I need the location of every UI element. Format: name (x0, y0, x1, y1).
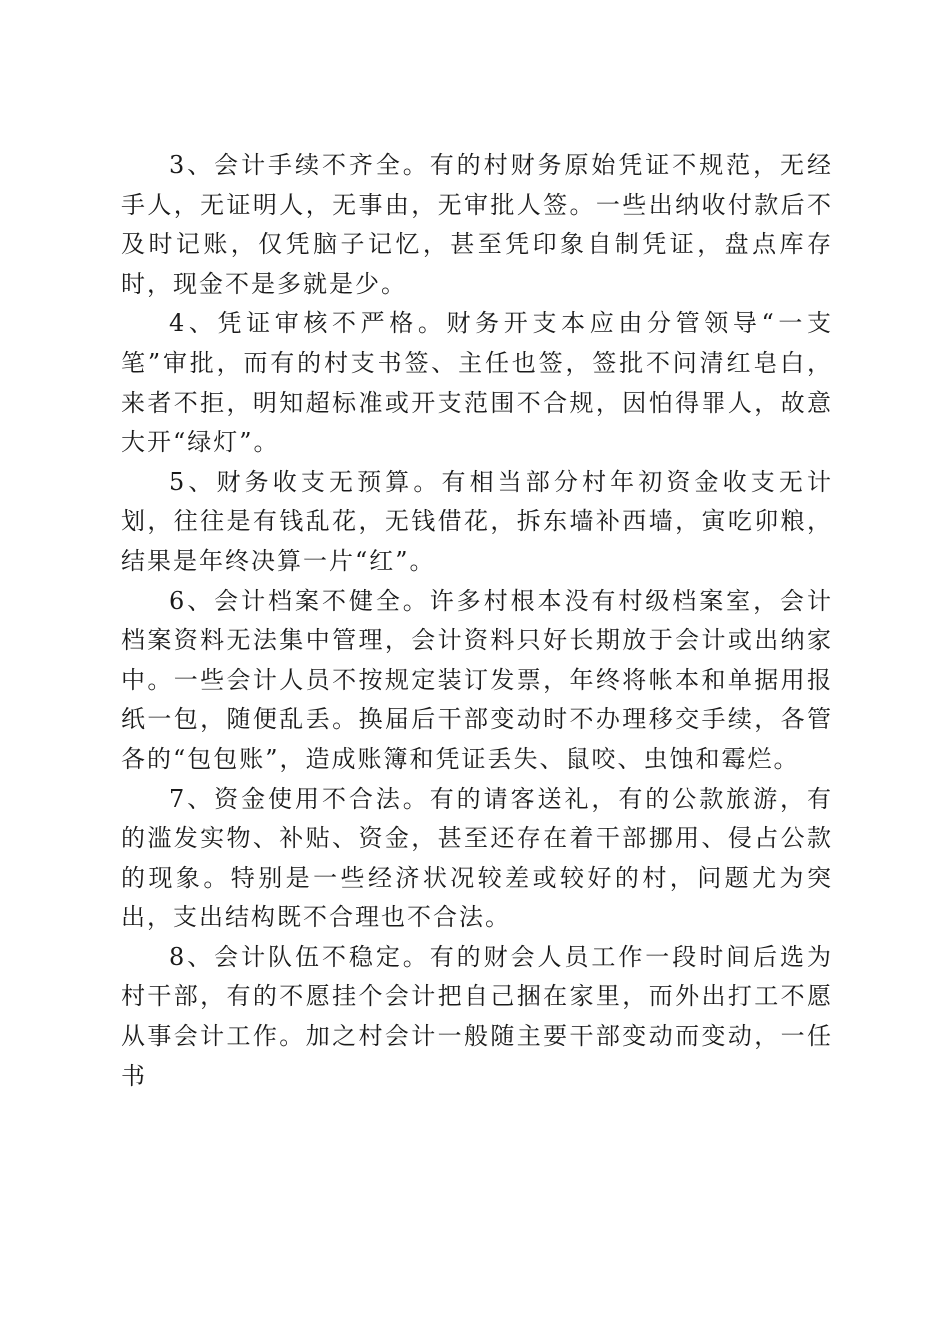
paragraph-6: 6、会计档案不健全。许多村根本没有村级档案室，会计档案资料无法集中管理，会计资料只好长期放于会计或出纳家中。一些会计人员不按规定装订发票，年终将帐本和单据用报纸一包，随便乱丢。换届后干部变动时不办理移交手续，各管各的“包包账”，造成账簿和凭证丢失、鼠咬、虫蚀和霉烂。 (121, 586, 833, 773)
paragraph-3: 3、会计手续不齐全。有的村财务原始凭证不规范，无经手人，无证明人，无事由，无审批人签。一些出纳收付款后不及时记账，仅凭脑子记忆，甚至凭印象自制凭证，盘点库存时，现金不是多就是少。 (121, 151, 833, 298)
paragraph-5: 5、财务收支无预算。有相当部分村年初资金收支无计划，往往是有钱乱花，无钱借花，拆东墙补西墙，寅吃卯粮，结果是年终决算一片“红”。 (121, 467, 833, 575)
paragraph-4: 4、凭证审核不严格。财务开支本应由分管领导“一支笔”审批，而有的村支书签、主任也签，签批不问清红皂白，来者不拒，明知超标准或开支范围不合规，因怕得罪人，故意大开“绿灯”。 (121, 309, 833, 457)
paragraph-8: 8、会计队伍不稳定。有的财会人员工作一段时间后选为村干部，有的不愿挂个会计把自己捆在家里，而外出打工不愿从事会计工作。加之村会计一般随主要干部变动而变动，一任书 (121, 942, 833, 1090)
paragraph-7: 7、资金使用不合法。有的请客送礼，有的公款旅游，有的滥发实物、补贴、资金，甚至还存在着干部挪用、侵占公款的现象。特别是一些经济状况较差或较好的村，问题尤为突出，支出结构既不合理也不合法。 (121, 784, 833, 932)
document-body (121, 146, 833, 1096)
